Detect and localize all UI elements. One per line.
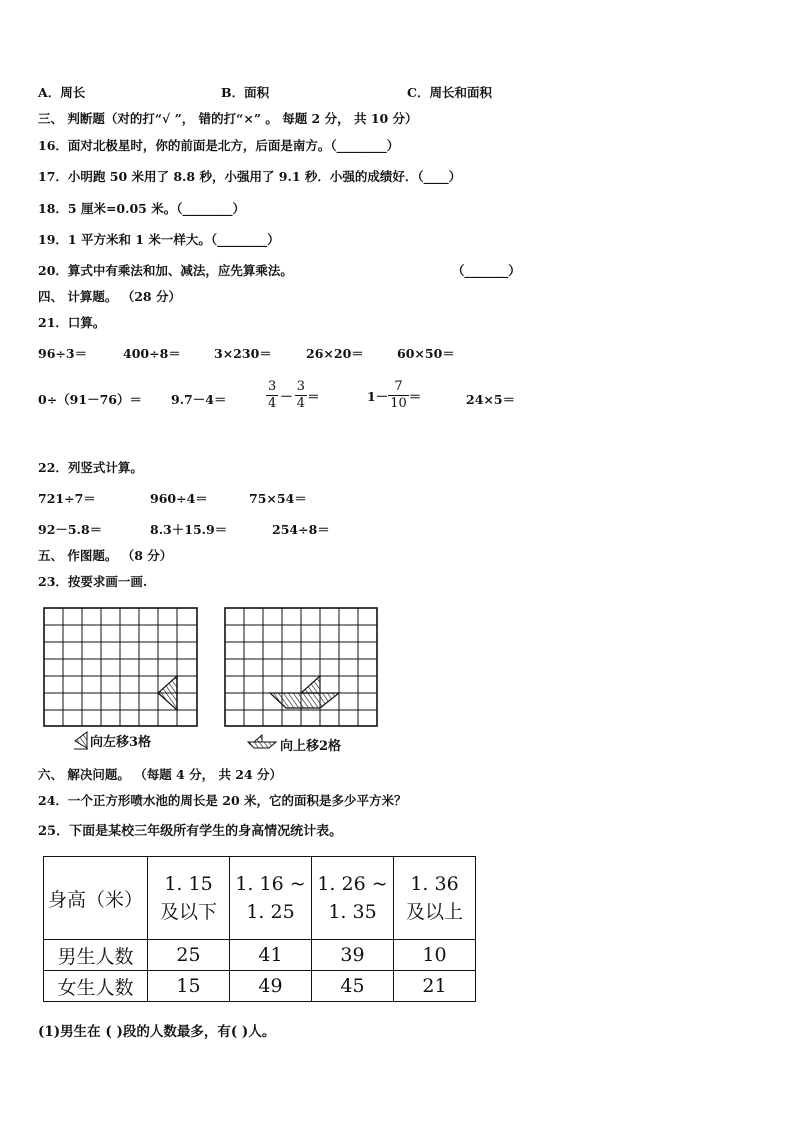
fraction-3-denominator: 10 [390,396,407,411]
table-cell: 39 [312,940,394,971]
choice-c: C．周长和面积 [407,85,492,100]
table-cell: 15 [148,971,230,1002]
q20-blank: （_______） [452,263,521,278]
section5-title: 五、 作图题。 （8 分） [38,548,173,563]
row-label-girls: 女生人数 [44,971,148,1002]
row-label-boys: 男生人数 [44,940,148,971]
table-row-boys [44,940,476,971]
table-cell: 25 [148,940,230,971]
q22-r1-a: 721÷7＝ [38,491,96,506]
q18: 18．5 厘米=0.05 米。（________） [38,201,245,216]
q19: 19．1 平方米和 1 米一样大。（________） [38,232,280,247]
q22-r2-b: 8.3＋15.9＝ [150,522,228,537]
table-cell: 49 [230,971,312,1002]
fraction-2-numerator: 3 [296,379,306,394]
table-cell: 45 [312,971,394,1002]
q22-r1-b: 960÷4＝ [150,491,208,506]
q21-r2-b: 9.7－4＝ [171,392,227,407]
one-minus: 1－ [367,388,389,404]
q21-r2-e: 24×5＝ [466,392,516,407]
left-shape [158,676,177,710]
header-cell-range-2: 1. 16 ~ 1. 25 [230,857,312,940]
header-cell-range-3: 1. 26 ~ 1. 35 [312,857,394,940]
q23-label: 23．按要求画一画. [38,574,148,589]
q16: 16．面对北极星时，你的前面是北方，后面是南方。（________） [38,138,400,153]
q21-one-minus-fraction [367,379,421,412]
fraction-2-denominator: 4 [296,396,306,411]
fraction-3 [388,379,409,412]
caption-right: 向上移2格 [280,739,342,754]
equals-sign: ＝ [408,388,422,404]
fraction-2 [295,379,307,412]
q21-r1-e: 60×50＝ [397,346,455,361]
q17: 17．小明跑 50 米用了 8.8 秒，小强用了 9.1 秒．小强的成绩好．（____） [38,169,462,184]
table-cell: 10 [394,940,476,971]
q22-r1-c: 75×54＝ [249,491,307,506]
header-cell-range-1: 1. 15 及以下 [148,857,230,940]
fraction-1-denominator: 4 [268,396,277,411]
fraction-3-numerator: 7 [388,379,409,396]
table-header-row [44,857,476,940]
q22-r2-c: 254÷8＝ [272,522,330,537]
table-row-girls [44,971,476,1002]
q22-label: 22．列竖式计算。 [38,460,143,475]
q21-r2-a: 0÷（91－76）＝ [38,392,142,407]
q20: 20．算式中有乘法和加、减法，应先算乘法。 [38,263,293,278]
q24: 24．一个正方形喷水池的周长是 20 米，它的面积是多少平方米？ [38,793,407,808]
table-cell: 21 [394,971,476,1002]
q21-fraction-subtraction [266,379,320,412]
section6-title: 六、 解决问题。 （每题 4 分， 共 24 分） [38,767,283,782]
header-cell-range-4: 1. 36 及以上 [394,857,476,940]
section4-title: 四、 计算题。 （28 分） [38,289,181,304]
right-shape-boat [270,676,339,708]
table-cell: 41 [230,940,312,971]
section3-title: 三、 判断题（对的打“√ ”， 错的打“×” 。 每题 2 分， 共 10 分） [38,111,418,126]
left-caption-icon [74,732,88,749]
q21-r1-d: 26×20＝ [306,346,364,361]
height-statistics-table [43,856,476,1002]
choice-b: B．面积 [221,85,270,100]
equals-sign: ＝ [307,388,320,404]
q22-r2-a: 92－5.8＝ [38,522,103,537]
q21-r1-a: 96÷3＝ [38,346,88,361]
right-caption-icon [248,735,276,748]
header-cell-height: 身高（米） [44,857,148,940]
q25: 25．下面是某校三年级所有学生的身高情况统计表。 [38,824,343,839]
caption-left: 向左移3格 [90,735,152,750]
fraction-1 [266,379,278,412]
q21-r1-b: 400÷8＝ [123,346,181,361]
minus-sign: － [280,388,293,404]
q21-r1-c: 3×230＝ [214,346,272,361]
q25-sub1: (1)男生在 ( )段的人数最多，有( )人。 [38,1024,276,1040]
fraction-1-numerator: 3 [268,379,277,394]
left-grid [44,608,197,726]
choice-a: A．周长 [38,85,86,100]
q21-label: 21．口算。 [38,315,106,330]
